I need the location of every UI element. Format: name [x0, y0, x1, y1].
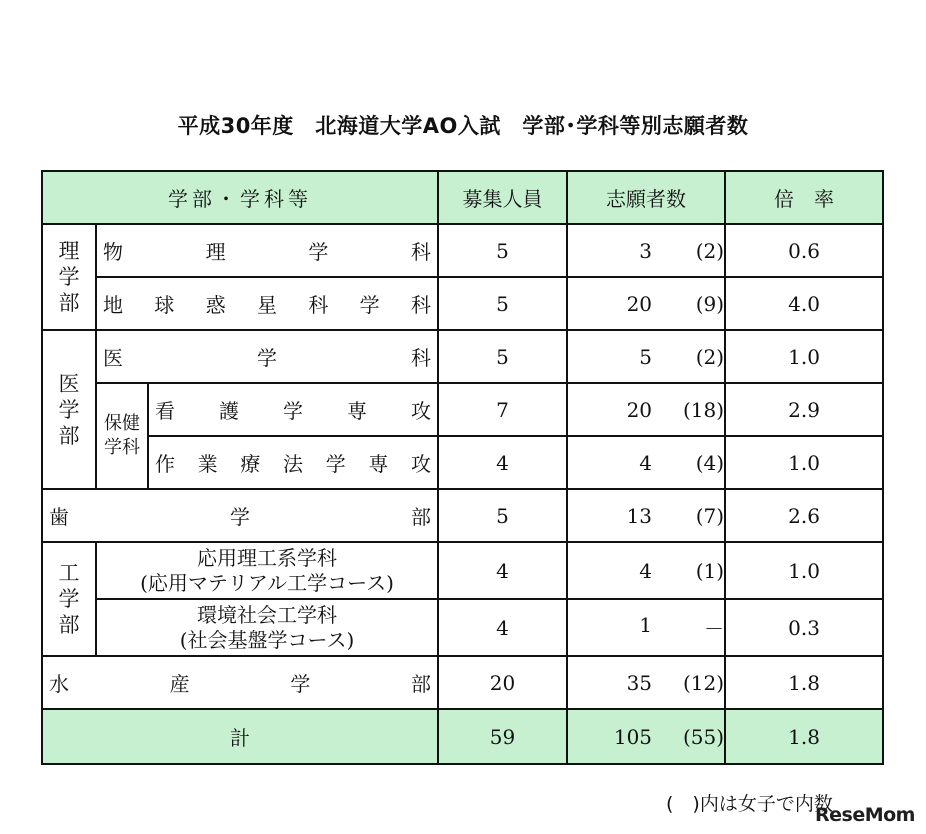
name-char: 看: [155, 399, 175, 423]
name-char: 部: [411, 672, 432, 696]
ratio-cell: 1.0: [725, 542, 883, 599]
row-name: [148, 436, 438, 489]
name-char: 医: [103, 346, 123, 370]
dept-name: 環境社会工学科: [197, 602, 338, 627]
total-applicants: 105: [613, 724, 653, 749]
name-char: 産: [169, 672, 190, 696]
group-health-label: 保健学科: [104, 413, 140, 458]
name-char: 星: [256, 293, 277, 317]
row-name: [42, 489, 438, 542]
name-char: 学: [290, 672, 311, 696]
ratio-cell: 4.0: [725, 277, 883, 330]
applicants-count: 3: [639, 238, 653, 263]
group-science-label: 理学部: [58, 239, 80, 315]
capacity-cell: 20: [438, 656, 567, 709]
table-row: [42, 542, 883, 599]
name-char: 物: [103, 240, 123, 264]
ratio-cell: 1.0: [725, 436, 883, 489]
total-women: (55): [682, 724, 725, 749]
row-name: [42, 656, 438, 709]
table-row: [42, 330, 883, 383]
applicants-cell: [567, 224, 725, 277]
women-count: (7): [695, 503, 725, 528]
applicants-cell: [567, 599, 725, 656]
name-char: 学: [257, 346, 278, 370]
applicants-cell: [567, 383, 725, 436]
name-char: 法: [283, 452, 304, 476]
name-char: 療: [240, 452, 261, 476]
women-count: (9): [695, 291, 725, 316]
row-name: [96, 599, 438, 656]
name-char: 学: [325, 452, 346, 476]
capacity-cell: 5: [438, 330, 567, 383]
name-char: 作: [155, 452, 175, 476]
capacity-cell: 5: [438, 224, 567, 277]
header-ratio: 倍 率: [725, 171, 883, 224]
name-char: 専: [347, 399, 367, 423]
applicants-count: 13: [626, 503, 653, 528]
group-health: [96, 383, 148, 489]
spread-text: [103, 236, 431, 265]
table-row: [42, 656, 883, 709]
capacity-cell: 7: [438, 383, 567, 436]
spread-text: [49, 501, 431, 530]
page-title: 平成30年度 北海道大学AO入試 学部･学科等別志願者数: [177, 114, 749, 138]
total-row: [42, 709, 883, 764]
spread-text: [103, 342, 431, 371]
name-char: 部: [411, 505, 432, 529]
women-count: －: [704, 617, 725, 641]
ratio-cell: 1.0: [725, 330, 883, 383]
row-name: [96, 330, 438, 383]
name-char: 科: [411, 240, 432, 264]
total-capacity: 59: [438, 709, 567, 764]
name-char: 専: [368, 452, 389, 476]
name-char: 科: [308, 293, 329, 317]
name-char: 科: [411, 346, 432, 370]
table-row: [42, 599, 883, 656]
applicants-count: 20: [626, 291, 653, 316]
name-char: 球: [154, 293, 175, 317]
applicants-cell: [567, 277, 725, 330]
group-science: [42, 224, 96, 330]
name-char: 学: [283, 399, 303, 423]
table-row: [42, 383, 883, 436]
dept-name: 応用理工系学科: [197, 545, 338, 570]
group-engineering-label: 工学部: [58, 561, 80, 637]
row-name: [96, 224, 438, 277]
spread-text: [155, 448, 431, 477]
course-name: (応用マテリアル工学コース): [140, 570, 394, 595]
ratio-cell: 2.9: [725, 383, 883, 436]
table-header-row: [42, 171, 883, 224]
group-medicine-label: 医学部: [58, 371, 80, 448]
spread-text: [155, 395, 431, 424]
name-char: 攻: [411, 452, 432, 476]
applicants-cell: [567, 330, 725, 383]
ratio-cell: 2.6: [725, 489, 883, 542]
course-name: (社会基盤学コース): [179, 627, 355, 652]
name-char: 地: [103, 293, 123, 317]
name-char: 学: [308, 240, 329, 264]
group-engineering: [42, 542, 96, 656]
applicants-count: 4: [639, 558, 653, 583]
total-ratio: 1.8: [725, 709, 883, 764]
row-name: [96, 277, 438, 330]
row-name: [96, 542, 438, 599]
name-char: 業: [197, 452, 218, 476]
name-char: 理: [205, 240, 226, 264]
group-medicine: [42, 330, 96, 489]
table-row: [42, 277, 883, 330]
name-char: 攻: [411, 399, 431, 423]
applicants-cell: [567, 436, 725, 489]
capacity-cell: 4: [438, 542, 567, 599]
table-row: [42, 436, 883, 489]
women-count: (18): [682, 397, 725, 422]
capacity-cell: 4: [438, 599, 567, 656]
capacity-cell: 5: [438, 489, 567, 542]
capacity-cell: 4: [438, 436, 567, 489]
name-char: 水: [49, 672, 69, 696]
applicants-cell: [567, 656, 725, 709]
applicants-cell: [567, 542, 725, 599]
resemom-logo: ReseMom: [815, 804, 915, 826]
table-row: [42, 224, 883, 277]
applicants-count: 4: [639, 450, 653, 475]
name-char: 科: [410, 293, 431, 317]
table-row: [42, 489, 883, 542]
total-label: 計: [42, 709, 438, 764]
header-applicants: 志願者数: [567, 171, 725, 224]
applicants-count: 20: [626, 397, 653, 422]
name-char: 学: [230, 505, 251, 529]
spread-text: [49, 668, 431, 697]
applicants-count: 5: [639, 344, 653, 369]
name-char: 惑: [205, 293, 226, 317]
women-count: (4): [695, 450, 725, 475]
capacity-cell: 5: [438, 277, 567, 330]
applicants-cell: [567, 489, 725, 542]
ratio-cell: 1.8: [725, 656, 883, 709]
header-capacity: 募集人員: [438, 171, 567, 224]
applicants-table: [41, 170, 884, 765]
header-dept: 学部・学科等: [42, 171, 438, 224]
name-char: 学: [359, 293, 380, 317]
total-applicants-cell: [567, 709, 725, 764]
ratio-cell: 0.3: [725, 599, 883, 656]
women-count: (1): [695, 558, 725, 583]
row-name: [148, 383, 438, 436]
name-char: 護: [219, 399, 239, 423]
women-count: (12): [682, 670, 725, 695]
applicants-count: 1: [639, 613, 653, 637]
ratio-cell: 0.6: [725, 224, 883, 277]
name-char: 歯: [49, 505, 69, 529]
footnote: ( )内は女子で内数: [666, 793, 833, 815]
women-count: (2): [695, 238, 725, 263]
women-count: (2): [695, 344, 725, 369]
spread-text: [103, 289, 431, 318]
applicants-count: 35: [626, 670, 653, 695]
